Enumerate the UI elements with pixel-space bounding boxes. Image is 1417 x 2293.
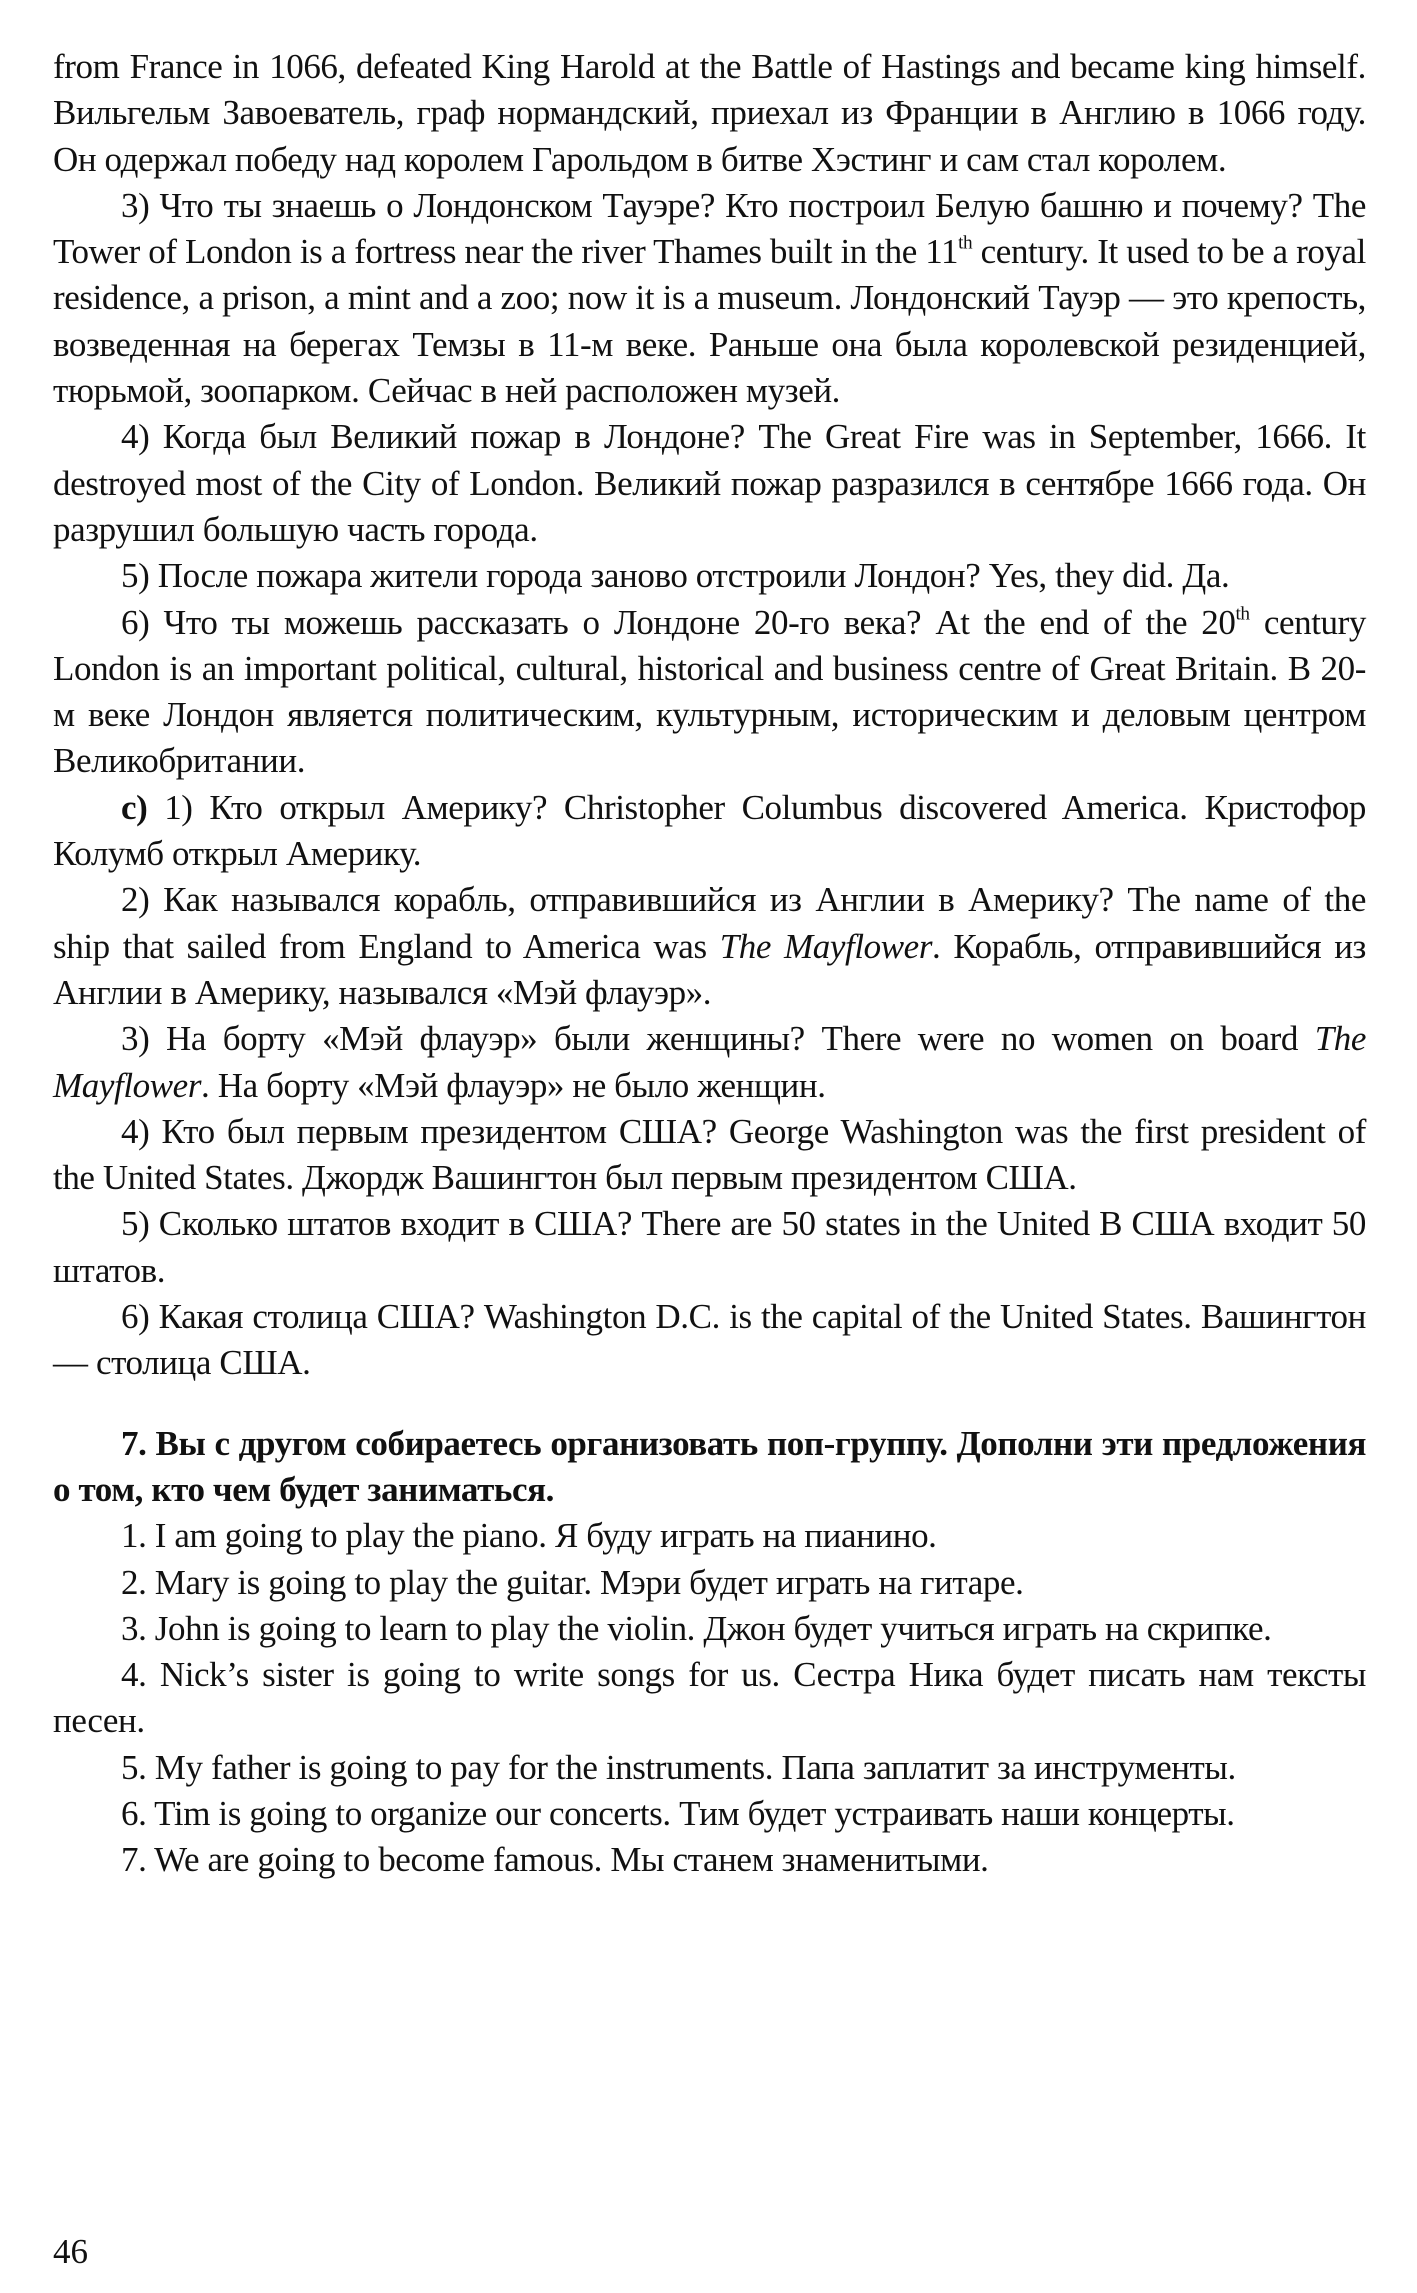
superscript: th (958, 232, 973, 254)
paragraph (53, 785, 1366, 878)
superscript: th (1235, 603, 1250, 625)
text-run: 3) На борту «Мэй флауэр» были женщины? There were no women on board (121, 1019, 1315, 1059)
text-run: 6) Что ты можешь рассказать о Лондоне 20-го века? At the end of the 20 (121, 602, 1236, 642)
text-run: 4. Nick’s sister is going to write songs for us. Сестра Ника будет писать нам тексты песен. (53, 1655, 1366, 1741)
paragraph (53, 1294, 1366, 1387)
text-run: 6) Какая столица США? Washington D.C. is the capital of the United States. Вашингтон — столица США. (53, 1297, 1366, 1383)
italic-title: The Mayflower (53, 1019, 1366, 1105)
paragraph (53, 1201, 1366, 1294)
text-run: 5) После пожара жители города заново отстроили Лондон? Yes, they did. Да. (121, 556, 1230, 596)
text-run: 2. Mary is going to play the guitar. Мэри будет играть на гитаре. (121, 1562, 1024, 1602)
text-run: 3) Что ты знаешь о Лондонском Тауэре? Кто построил Белую башню и почему? The Tower of London is a fortress near the river Thames built in the 11 (53, 185, 1366, 272)
paragraph (53, 1652, 1366, 1745)
text-run: from France in 1066, defeated King Harold at the Battle of Hastings and became king himself. Вильгельм Завоеватель, граф нормандский, приехал из Франции в Англию в 1066 году. Он одержал победу над королем Гарольдом в битве Хэстинг и сам стал королем. (53, 47, 1366, 179)
text-run: c) (121, 787, 148, 827)
text-run: . Корабль, отправившийся из Англии в Америку, назывался «Мэй флауэр». (53, 926, 1366, 1012)
paragraph (53, 1606, 1366, 1652)
text-run: 5) Сколько штатов входит в США? There are 50 states in the United В США входит 50 штатов. (53, 1204, 1366, 1290)
exercise-heading (53, 1421, 1366, 1514)
text-run: . На борту «Мэй флауэр» не было женщин. (201, 1065, 826, 1105)
text-run: 4) Когда был Великий пожар в Лондоне? The Great Fire was in September, 1666. It destroyed most of the City of London. Великий пожар разразился в сентябре 1666 года. Он разрушил большую часть города. (53, 417, 1366, 549)
text-run: century London is an important political, cultural, historical and business centre of Great Britain. В 20-м веке Лондон является политическим, культурным, историческим и деловым центром Великобритании. (53, 602, 1367, 781)
text-run: century. It used to be a royal residence, a prison, a mint and a zoo; now it is a museum. Лондонский Тауэр — это крепость, возведенная на берегах Темзы в 11-м веке. Раньше она была королевской резиденцией, тюрьмой, зоопарком. Сейчас в ней расположен музей. (53, 232, 1366, 411)
text-run: 2) Как назывался корабль, отправившийся из Англии в Америку? The name of the ship that sailed from England to America was (53, 880, 1366, 966)
paragraph (53, 877, 1366, 1016)
page-number: 46 (53, 2232, 88, 2271)
text-run: 7. Вы с другом собираетесь организовать поп-группу. Дополни эти предложения о том, кто чем будет заниматься. (53, 1423, 1366, 1509)
page-body (53, 44, 1366, 1884)
paragraph (53, 1513, 1366, 1559)
paragraph (53, 1791, 1366, 1837)
paragraph (53, 553, 1366, 599)
section-gap (53, 1387, 1366, 1421)
paragraph (53, 1837, 1366, 1883)
text-run: 6. Tim is going to organize our concerts. Тим будет устраивать наши концерты. (121, 1793, 1235, 1833)
paragraph (53, 183, 1366, 414)
paragraph (53, 1560, 1366, 1606)
paragraph (53, 1109, 1366, 1202)
text-run: 5. My father is going to pay for the instruments. Папа заплатит за инструменты. (121, 1747, 1236, 1787)
text-run: 1. I am going to play the piano. Я буду играть на пианино. (121, 1516, 937, 1556)
italic-title: The Mayflower (719, 926, 933, 966)
paragraph (53, 600, 1366, 785)
paragraph (53, 44, 1366, 183)
paragraph (53, 1016, 1366, 1109)
text-run: 1) Кто открыл Америку? Christopher Columbus discovered America. Кристофор Колумб открыл Америку. (53, 787, 1366, 874)
paragraph (53, 1745, 1366, 1791)
paragraph (53, 414, 1366, 553)
text-run: 7. We are going to become famous. Мы станем знаменитыми. (121, 1840, 989, 1880)
text-run: 3. John is going to learn to play the violin. Джон будет учиться играть на скрипке. (121, 1608, 1272, 1648)
text-run: 4) Кто был первым президентом США? George Washington was the first president of the United States. Джордж Вашингтон был первым президентом США. (53, 1111, 1366, 1198)
